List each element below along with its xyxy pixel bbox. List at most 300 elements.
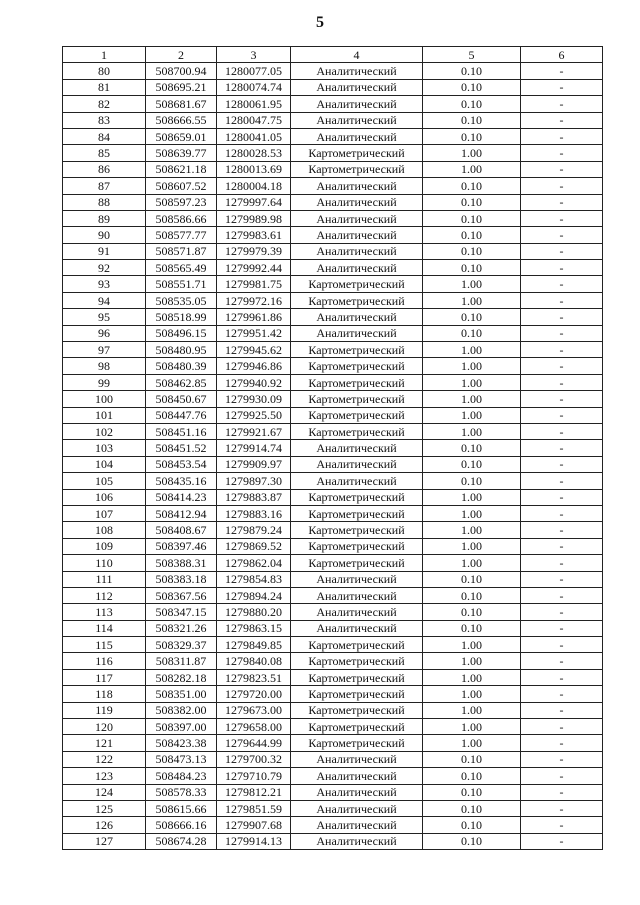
- x-coordinate-cell: 508666.16: [146, 817, 217, 833]
- note-cell: -: [521, 669, 603, 685]
- table-body: [63, 63, 603, 850]
- point-number-cell: 118: [63, 686, 146, 702]
- method-cell: Картометрический: [291, 669, 423, 685]
- x-coordinate-cell: 508451.52: [146, 440, 217, 456]
- x-coordinate-cell: 508700.94: [146, 63, 217, 79]
- table-row: [63, 145, 603, 161]
- y-coordinate-cell: 1279862.04: [217, 555, 291, 571]
- method-cell: Картометрический: [291, 276, 423, 292]
- y-coordinate-cell: 1279880.20: [217, 604, 291, 620]
- note-cell: -: [521, 653, 603, 669]
- x-coordinate-cell: 508484.23: [146, 768, 217, 784]
- method-cell: Аналитический: [291, 178, 423, 194]
- method-cell: Аналитический: [291, 604, 423, 620]
- accuracy-cell: 0.10: [423, 817, 521, 833]
- point-number-cell: 96: [63, 325, 146, 341]
- method-cell: Картометрический: [291, 342, 423, 358]
- y-coordinate-cell: 1280061.95: [217, 96, 291, 112]
- table-row: [63, 604, 603, 620]
- method-cell: Аналитический: [291, 473, 423, 489]
- table-row: [63, 702, 603, 718]
- x-coordinate-cell: 508695.21: [146, 79, 217, 95]
- point-number-cell: 106: [63, 489, 146, 505]
- note-cell: -: [521, 456, 603, 472]
- accuracy-cell: 0.10: [423, 227, 521, 243]
- accuracy-cell: 0.10: [423, 210, 521, 226]
- x-coordinate-cell: 508518.99: [146, 309, 217, 325]
- table-row: [63, 79, 603, 95]
- note-cell: -: [521, 374, 603, 390]
- method-cell: Картометрический: [291, 407, 423, 423]
- x-coordinate-cell: 508351.00: [146, 686, 217, 702]
- note-cell: -: [521, 538, 603, 554]
- note-cell: -: [521, 112, 603, 128]
- x-coordinate-cell: 508666.55: [146, 112, 217, 128]
- note-cell: -: [521, 800, 603, 816]
- point-number-cell: 111: [63, 571, 146, 587]
- y-coordinate-cell: 1279812.21: [217, 784, 291, 800]
- accuracy-cell: 1.00: [423, 358, 521, 374]
- x-coordinate-cell: 508615.66: [146, 800, 217, 816]
- note-cell: -: [521, 178, 603, 194]
- column-header: 6: [521, 47, 603, 63]
- method-cell: Аналитический: [291, 128, 423, 144]
- point-number-cell: 97: [63, 342, 146, 358]
- note-cell: -: [521, 194, 603, 210]
- header-row: [63, 47, 603, 63]
- accuracy-cell: 1.00: [423, 276, 521, 292]
- note-cell: -: [521, 440, 603, 456]
- note-cell: -: [521, 342, 603, 358]
- y-coordinate-cell: 1279997.64: [217, 194, 291, 210]
- accuracy-cell: 0.10: [423, 751, 521, 767]
- x-coordinate-cell: 508321.26: [146, 620, 217, 636]
- accuracy-cell: 0.10: [423, 325, 521, 341]
- point-number-cell: 89: [63, 210, 146, 226]
- accuracy-cell: 1.00: [423, 145, 521, 161]
- column-header: 1: [63, 47, 146, 63]
- x-coordinate-cell: 508311.87: [146, 653, 217, 669]
- point-number-cell: 109: [63, 538, 146, 554]
- method-cell: Картометрический: [291, 292, 423, 308]
- y-coordinate-cell: 1279658.00: [217, 719, 291, 735]
- point-number-cell: 87: [63, 178, 146, 194]
- x-coordinate-cell: 508408.67: [146, 522, 217, 538]
- y-coordinate-cell: 1279979.39: [217, 243, 291, 259]
- accuracy-cell: 1.00: [423, 538, 521, 554]
- note-cell: -: [521, 391, 603, 407]
- point-number-cell: 90: [63, 227, 146, 243]
- column-header: 2: [146, 47, 217, 63]
- accuracy-cell: 1.00: [423, 702, 521, 718]
- note-cell: -: [521, 407, 603, 423]
- method-cell: Картометрический: [291, 423, 423, 439]
- point-number-cell: 127: [63, 833, 146, 849]
- accuracy-cell: 0.10: [423, 440, 521, 456]
- x-coordinate-cell: 508367.56: [146, 587, 217, 603]
- note-cell: -: [521, 620, 603, 636]
- accuracy-cell: 0.10: [423, 587, 521, 603]
- note-cell: -: [521, 145, 603, 161]
- note-cell: -: [521, 784, 603, 800]
- accuracy-cell: 0.10: [423, 63, 521, 79]
- x-coordinate-cell: 508397.00: [146, 719, 217, 735]
- accuracy-cell: 0.10: [423, 309, 521, 325]
- y-coordinate-cell: 1279961.86: [217, 309, 291, 325]
- x-coordinate-cell: 508473.13: [146, 751, 217, 767]
- y-coordinate-cell: 1279914.13: [217, 833, 291, 849]
- note-cell: -: [521, 227, 603, 243]
- point-number-cell: 83: [63, 112, 146, 128]
- point-number-cell: 85: [63, 145, 146, 161]
- accuracy-cell: 0.10: [423, 178, 521, 194]
- accuracy-cell: 1.00: [423, 555, 521, 571]
- x-coordinate-cell: 508674.28: [146, 833, 217, 849]
- note-cell: -: [521, 768, 603, 784]
- method-cell: Картометрический: [291, 489, 423, 505]
- method-cell: Аналитический: [291, 620, 423, 636]
- point-number-cell: 100: [63, 391, 146, 407]
- column-header: 4: [291, 47, 423, 63]
- method-cell: Аналитический: [291, 456, 423, 472]
- point-number-cell: 125: [63, 800, 146, 816]
- coordinates-table: [62, 46, 603, 850]
- table-row: [63, 817, 603, 833]
- note-cell: -: [521, 555, 603, 571]
- table-row: [63, 423, 603, 439]
- method-cell: Картометрический: [291, 374, 423, 390]
- method-cell: Аналитический: [291, 243, 423, 259]
- note-cell: -: [521, 817, 603, 833]
- y-coordinate-cell: 1279989.98: [217, 210, 291, 226]
- y-coordinate-cell: 1280028.53: [217, 145, 291, 161]
- method-cell: Аналитический: [291, 63, 423, 79]
- y-coordinate-cell: 1279840.08: [217, 653, 291, 669]
- y-coordinate-cell: 1279644.99: [217, 735, 291, 751]
- accuracy-cell: 1.00: [423, 735, 521, 751]
- point-number-cell: 81: [63, 79, 146, 95]
- point-number-cell: 84: [63, 128, 146, 144]
- method-cell: Аналитический: [291, 194, 423, 210]
- accuracy-cell: 0.10: [423, 456, 521, 472]
- y-coordinate-cell: 1279823.51: [217, 669, 291, 685]
- method-cell: Картометрический: [291, 522, 423, 538]
- note-cell: -: [521, 243, 603, 259]
- x-coordinate-cell: 508480.95: [146, 342, 217, 358]
- table-row: [63, 555, 603, 571]
- x-coordinate-cell: 508397.46: [146, 538, 217, 554]
- point-number-cell: 92: [63, 260, 146, 276]
- table-row: [63, 325, 603, 341]
- method-cell: Аналитический: [291, 768, 423, 784]
- point-number-cell: 103: [63, 440, 146, 456]
- y-coordinate-cell: 1279673.00: [217, 702, 291, 718]
- y-coordinate-cell: 1280041.05: [217, 128, 291, 144]
- point-number-cell: 95: [63, 309, 146, 325]
- x-coordinate-cell: 508423.38: [146, 735, 217, 751]
- x-coordinate-cell: 508382.00: [146, 702, 217, 718]
- method-cell: Аналитический: [291, 96, 423, 112]
- table-row: [63, 96, 603, 112]
- note-cell: -: [521, 604, 603, 620]
- accuracy-cell: 1.00: [423, 391, 521, 407]
- note-cell: -: [521, 489, 603, 505]
- note-cell: -: [521, 210, 603, 226]
- accuracy-cell: 0.10: [423, 571, 521, 587]
- method-cell: Картометрический: [291, 538, 423, 554]
- method-cell: Картометрический: [291, 391, 423, 407]
- table-row: [63, 505, 603, 521]
- note-cell: -: [521, 702, 603, 718]
- note-cell: -: [521, 735, 603, 751]
- accuracy-cell: 1.00: [423, 637, 521, 653]
- y-coordinate-cell: 1279972.16: [217, 292, 291, 308]
- accuracy-cell: 1.00: [423, 686, 521, 702]
- y-coordinate-cell: 1279925.50: [217, 407, 291, 423]
- method-cell: Картометрический: [291, 555, 423, 571]
- point-number-cell: 102: [63, 423, 146, 439]
- accuracy-cell: 0.10: [423, 604, 521, 620]
- note-cell: -: [521, 276, 603, 292]
- accuracy-cell: 1.00: [423, 407, 521, 423]
- point-number-cell: 112: [63, 587, 146, 603]
- method-cell: Аналитический: [291, 227, 423, 243]
- y-coordinate-cell: 1279720.00: [217, 686, 291, 702]
- accuracy-cell: 0.10: [423, 833, 521, 849]
- method-cell: Аналитический: [291, 817, 423, 833]
- point-number-cell: 108: [63, 522, 146, 538]
- point-number-cell: 86: [63, 161, 146, 177]
- note-cell: -: [521, 161, 603, 177]
- note-cell: -: [521, 719, 603, 735]
- point-number-cell: 88: [63, 194, 146, 210]
- accuracy-cell: 0.10: [423, 243, 521, 259]
- x-coordinate-cell: 508412.94: [146, 505, 217, 521]
- note-cell: -: [521, 423, 603, 439]
- y-coordinate-cell: 1279854.83: [217, 571, 291, 587]
- x-coordinate-cell: 508535.05: [146, 292, 217, 308]
- method-cell: Аналитический: [291, 79, 423, 95]
- y-coordinate-cell: 1279914.74: [217, 440, 291, 456]
- method-cell: Аналитический: [291, 309, 423, 325]
- y-coordinate-cell: 1279951.42: [217, 325, 291, 341]
- method-cell: Картометрический: [291, 702, 423, 718]
- y-coordinate-cell: 1279863.15: [217, 620, 291, 636]
- table-row: [63, 210, 603, 226]
- y-coordinate-cell: 1280074.74: [217, 79, 291, 95]
- y-coordinate-cell: 1280013.69: [217, 161, 291, 177]
- table-row: [63, 243, 603, 259]
- method-cell: Картометрический: [291, 358, 423, 374]
- x-coordinate-cell: 508681.67: [146, 96, 217, 112]
- table-row: [63, 178, 603, 194]
- accuracy-cell: 0.10: [423, 96, 521, 112]
- x-coordinate-cell: 508383.18: [146, 571, 217, 587]
- point-number-cell: 82: [63, 96, 146, 112]
- table-row: [63, 391, 603, 407]
- accuracy-cell: 0.10: [423, 260, 521, 276]
- point-number-cell: 110: [63, 555, 146, 571]
- x-coordinate-cell: 508571.87: [146, 243, 217, 259]
- x-coordinate-cell: 508347.15: [146, 604, 217, 620]
- point-number-cell: 98: [63, 358, 146, 374]
- x-coordinate-cell: 508462.85: [146, 374, 217, 390]
- point-number-cell: 113: [63, 604, 146, 620]
- y-coordinate-cell: 1279983.61: [217, 227, 291, 243]
- table-row: [63, 587, 603, 603]
- method-cell: Картометрический: [291, 653, 423, 669]
- x-coordinate-cell: 508388.31: [146, 555, 217, 571]
- x-coordinate-cell: 508551.71: [146, 276, 217, 292]
- note-cell: -: [521, 79, 603, 95]
- method-cell: Аналитический: [291, 784, 423, 800]
- note-cell: -: [521, 686, 603, 702]
- x-coordinate-cell: 508565.49: [146, 260, 217, 276]
- point-number-cell: 115: [63, 637, 146, 653]
- table-row: [63, 719, 603, 735]
- note-cell: -: [521, 522, 603, 538]
- x-coordinate-cell: 508586.66: [146, 210, 217, 226]
- x-coordinate-cell: 508607.52: [146, 178, 217, 194]
- y-coordinate-cell: 1279992.44: [217, 260, 291, 276]
- accuracy-cell: 0.10: [423, 194, 521, 210]
- table-row: [63, 440, 603, 456]
- table-row: [63, 637, 603, 653]
- x-coordinate-cell: 508578.33: [146, 784, 217, 800]
- table-row: [63, 342, 603, 358]
- method-cell: Аналитический: [291, 112, 423, 128]
- table-row: [63, 800, 603, 816]
- method-cell: Картометрический: [291, 505, 423, 521]
- table-row: [63, 653, 603, 669]
- x-coordinate-cell: 508329.37: [146, 637, 217, 653]
- table-row: [63, 538, 603, 554]
- method-cell: Аналитический: [291, 833, 423, 849]
- point-number-cell: 114: [63, 620, 146, 636]
- accuracy-cell: 0.10: [423, 800, 521, 816]
- y-coordinate-cell: 1279869.52: [217, 538, 291, 554]
- accuracy-cell: 1.00: [423, 423, 521, 439]
- point-number-cell: 104: [63, 456, 146, 472]
- accuracy-cell: 0.10: [423, 768, 521, 784]
- method-cell: Аналитический: [291, 587, 423, 603]
- point-number-cell: 117: [63, 669, 146, 685]
- point-number-cell: 107: [63, 505, 146, 521]
- note-cell: -: [521, 571, 603, 587]
- y-coordinate-cell: 1280004.18: [217, 178, 291, 194]
- method-cell: Аналитический: [291, 751, 423, 767]
- x-coordinate-cell: 508639.77: [146, 145, 217, 161]
- y-coordinate-cell: 1279940.92: [217, 374, 291, 390]
- y-coordinate-cell: 1279945.62: [217, 342, 291, 358]
- note-cell: -: [521, 309, 603, 325]
- x-coordinate-cell: 508496.15: [146, 325, 217, 341]
- table-header: [63, 47, 603, 63]
- table-row: [63, 522, 603, 538]
- y-coordinate-cell: 1279921.67: [217, 423, 291, 439]
- table-row: [63, 768, 603, 784]
- y-coordinate-cell: 1279883.87: [217, 489, 291, 505]
- table-row: [63, 358, 603, 374]
- accuracy-cell: 1.00: [423, 292, 521, 308]
- note-cell: -: [521, 473, 603, 489]
- method-cell: Картометрический: [291, 145, 423, 161]
- x-coordinate-cell: 508453.54: [146, 456, 217, 472]
- accuracy-cell: 0.10: [423, 784, 521, 800]
- accuracy-cell: 1.00: [423, 653, 521, 669]
- accuracy-cell: 1.00: [423, 505, 521, 521]
- point-number-cell: 99: [63, 374, 146, 390]
- table-row: [63, 571, 603, 587]
- table-row: [63, 374, 603, 390]
- note-cell: -: [521, 260, 603, 276]
- table-row: [63, 112, 603, 128]
- accuracy-cell: 0.10: [423, 128, 521, 144]
- x-coordinate-cell: 508480.39: [146, 358, 217, 374]
- table-row: [63, 194, 603, 210]
- accuracy-cell: 1.00: [423, 522, 521, 538]
- note-cell: -: [521, 637, 603, 653]
- point-number-cell: 101: [63, 407, 146, 423]
- table-row: [63, 63, 603, 79]
- accuracy-cell: 0.10: [423, 620, 521, 636]
- x-coordinate-cell: 508282.18: [146, 669, 217, 685]
- table-row: [63, 669, 603, 685]
- point-number-cell: 121: [63, 735, 146, 751]
- table-row: [63, 292, 603, 308]
- method-cell: Аналитический: [291, 571, 423, 587]
- y-coordinate-cell: 1279700.32: [217, 751, 291, 767]
- column-header: 5: [423, 47, 521, 63]
- note-cell: -: [521, 833, 603, 849]
- method-cell: Аналитический: [291, 210, 423, 226]
- method-cell: Картометрический: [291, 637, 423, 653]
- note-cell: -: [521, 505, 603, 521]
- x-coordinate-cell: 508414.23: [146, 489, 217, 505]
- method-cell: Картометрический: [291, 686, 423, 702]
- accuracy-cell: 1.00: [423, 669, 521, 685]
- method-cell: Аналитический: [291, 260, 423, 276]
- y-coordinate-cell: 1279897.30: [217, 473, 291, 489]
- table-row: [63, 227, 603, 243]
- x-coordinate-cell: 508659.01: [146, 128, 217, 144]
- table-row: [63, 276, 603, 292]
- note-cell: -: [521, 63, 603, 79]
- x-coordinate-cell: 508435.16: [146, 473, 217, 489]
- accuracy-cell: 0.10: [423, 112, 521, 128]
- point-number-cell: 80: [63, 63, 146, 79]
- point-number-cell: 124: [63, 784, 146, 800]
- y-coordinate-cell: 1279981.75: [217, 276, 291, 292]
- table-row: [63, 833, 603, 849]
- y-coordinate-cell: 1280077.05: [217, 63, 291, 79]
- note-cell: -: [521, 128, 603, 144]
- note-cell: -: [521, 96, 603, 112]
- point-number-cell: 116: [63, 653, 146, 669]
- note-cell: -: [521, 751, 603, 767]
- method-cell: Аналитический: [291, 325, 423, 341]
- y-coordinate-cell: 1279907.68: [217, 817, 291, 833]
- table-row: [63, 751, 603, 767]
- method-cell: Картометрический: [291, 735, 423, 751]
- table-row: [63, 784, 603, 800]
- accuracy-cell: 0.10: [423, 79, 521, 95]
- table-row: [63, 620, 603, 636]
- page-number: 5: [316, 14, 324, 31]
- point-number-cell: 122: [63, 751, 146, 767]
- accuracy-cell: 0.10: [423, 473, 521, 489]
- point-number-cell: 120: [63, 719, 146, 735]
